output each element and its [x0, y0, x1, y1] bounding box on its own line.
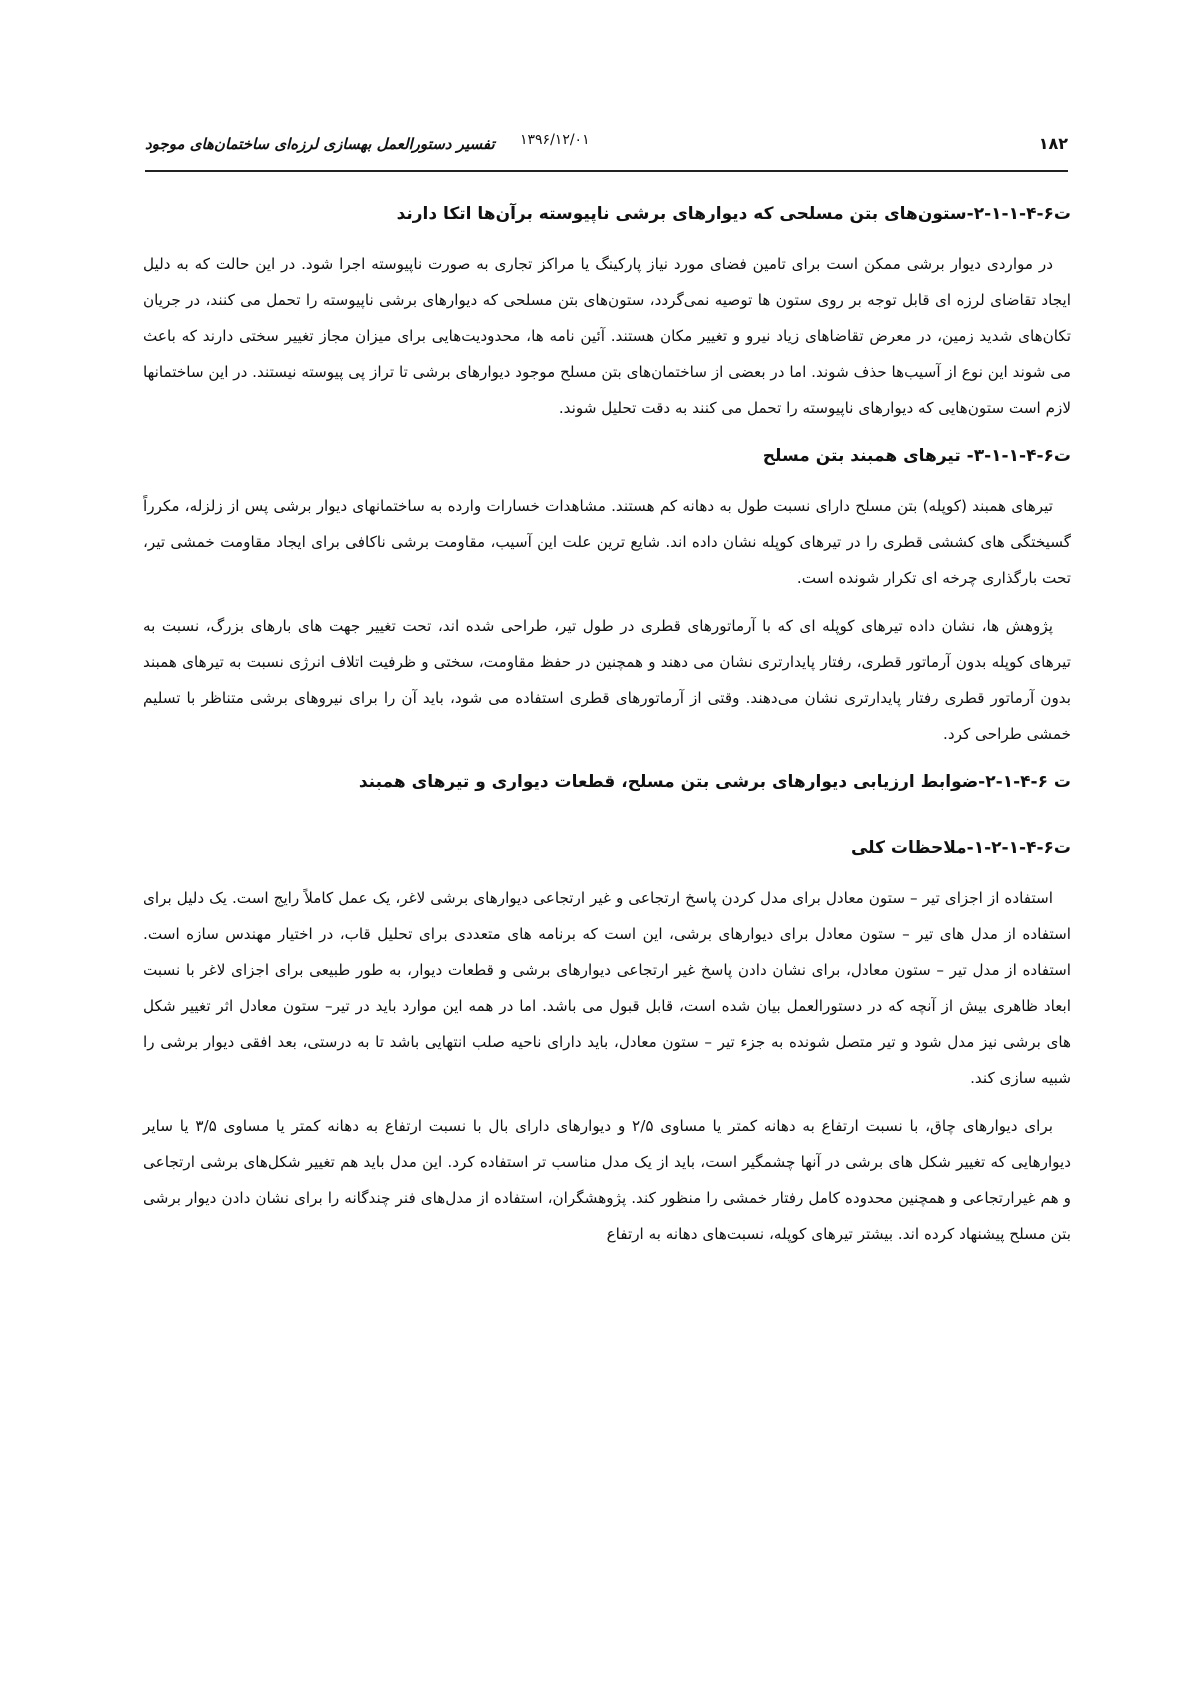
running-title: تفسیر دستورالعمل بهسازی لرزه‌ای ساختمان‌های موجود — [145, 135, 495, 153]
section-heading-coupling-beams: ت۶-۴-۱-۱-۳- تیرهای همبند بتن مسلح — [762, 446, 1071, 466]
paragraph: برای دیوارهای چاق، با نسبت ارتفاع به دهانه کمتر یا مساوی ۲/۵ و دیوارهای دارای بال با نسبت ارتفاع به دهانه کمتر یا مساوی ۳/۵ یا سایر دیوارهایی که تغییر شکل های برشی در آنها چشمگیر است، باید از یک مدل مناسب تر استفاده کرد. این مدل باید هم تغییر شکل‌های برشی ارتجاعی و هم غیرارتجاعی و همچنین محدوده کامل رفتار خمشی را منظور کند. پژوهشگران، استفاده از مدل‌های فنر چندگانه را برای نشان دادن دیوار برشی بتن مسلح پیشنهاد کرده اند. بیشتر تیرهای کوپله، نسبت‌های دهانه به ارتفاع — [143, 1117, 1071, 1243]
page-number: ۱۸۲ — [1038, 134, 1068, 153]
section-spacer — [143, 814, 1071, 824]
paragraph: استفاده از اجزای تیر – ستون معادل برای مدل کردن پاسخ ارتجاعی و غیر ارتجاعی دیوارهای برشی لاغر، یک عمل کاملاً رایج است. یک دلیل برای استفاده از مدل های تیر – ستون معادل برای دیوارهای برشی، این است که برنامه های متعددی برای تحلیل قاب، در اختیار مهندس سازه است. استفاده از مدل تیر – ستون معادل، برای نشان دادن پاسخ غیر ارتجاعی دیوارهای برشی و قطعات دیوار، به طور طبیعی برای اجزای لاغر با نسبت ابعاد ظاهری بیش از آنچه که در دستورالعمل بیان شده است، قابل قبول می باشد. اما در همه این موارد باید در تیر– ستون معادل اثر تغییر شکل های برشی نیز مدل شود و تیر متصل شونده به جزء تیر – ستون معادل، باید دارای ناحیه صلب انتهایی باشد تا به درستی، بعد افقی دیوار برشی را شبیه سازی کند. — [143, 889, 1071, 1087]
paragraph: تیرهای همبند (کوپله) بتن مسلح دارای نسبت طول به دهانه کم هستند. مشاهدات خسارات وارده به ساختمانهای دیوار برشی پس از زلزله، مکرراً گسیختگی های کششی قطری را در تیرهای کوپله نشان داده اند. شایع ترین علت این آسیب، مقاومت برشی ناکافی برای ایجاد مقاومت خمشی تیر، تحت بارگذاری چرخه ای تکرار شونده است. — [143, 497, 1071, 587]
section-heading-shear-wall-criteria: ت ۶-۴-۱-۲-ضوابط ارزیابی دیوارهای برشی بتن مسلح، قطعات دیواری و تیرهای همبند — [358, 772, 1071, 792]
document-body — [143, 190, 1071, 1264]
paragraph: پژوهش ها، نشان داده تیرهای کوپله ای که با آرماتورهای قطری در طول تیر، طراحی شده اند، تحت تغییر جهت های بارهای بزرگ، نسبت به تیرهای کوپله بدون آرماتور قطری، رفتار پایدارتری نشان می دهند و همچنین در حفظ مقاومت، سختی و ظرفیت اتلاف انرژی نسبت به تیرهای همبند بدون آرماتور قطری رفتار پایدارتری نشان می‌دهند. وقتی از آرماتورهای قطری استفاده می شود، باید آن را برای نیروهای برشی متناظر با تسلیم خمشی طراحی کرد. — [143, 617, 1071, 743]
section-heading-columns-discontinuous-walls: ت۶-۴-۱-۱-۲-ستون‌های بتن مسلحی که دیوارهای برشی ناپیوسته برآن‌ها اتکا دارند — [396, 204, 1071, 224]
paragraph: در مواردی دیوار برشی ممکن است برای تامین فضای مورد نیاز پارکینگ یا مراکز تجاری به صورت ناپیوسته اجرا شود. در این حالت که به دلیل ایجاد تقاضای لرزه ای قابل توجه بر روی ستون ها توصیه نمی‌گردد، ستون‌های بتن مسلحی که دیوارهای برشی ناپیوسته را تحمل می کنند، در جریان تکان‌های شدید زمین، در معرض تقاضاهای زیاد نیرو و تغییر مکان هستند. آئین نامه ها، محدودیت‌هایی برای میزان مجاز تغییر سختی دارند که باعث می شوند این نوع از آسیب‌ها حذف شوند. اما در بعضی از ساختمان‌های بتن مسلح موجود دیوارهای برشی تا تراز پی پیوسته نیستند. در این ساختمانها لازم است ستون‌هایی که دیوارهای ناپیوسته را تحمل می کنند به دقت تحلیل شوند. — [143, 255, 1071, 417]
section-heading-general-considerations: ت۶-۴-۱-۲-۱-ملاحظات کلی — [850, 838, 1071, 858]
header-date: ۱۳۹۶/۱۲/۰۱ — [520, 132, 590, 148]
page-header — [145, 128, 1068, 168]
header-divider — [145, 170, 1068, 172]
